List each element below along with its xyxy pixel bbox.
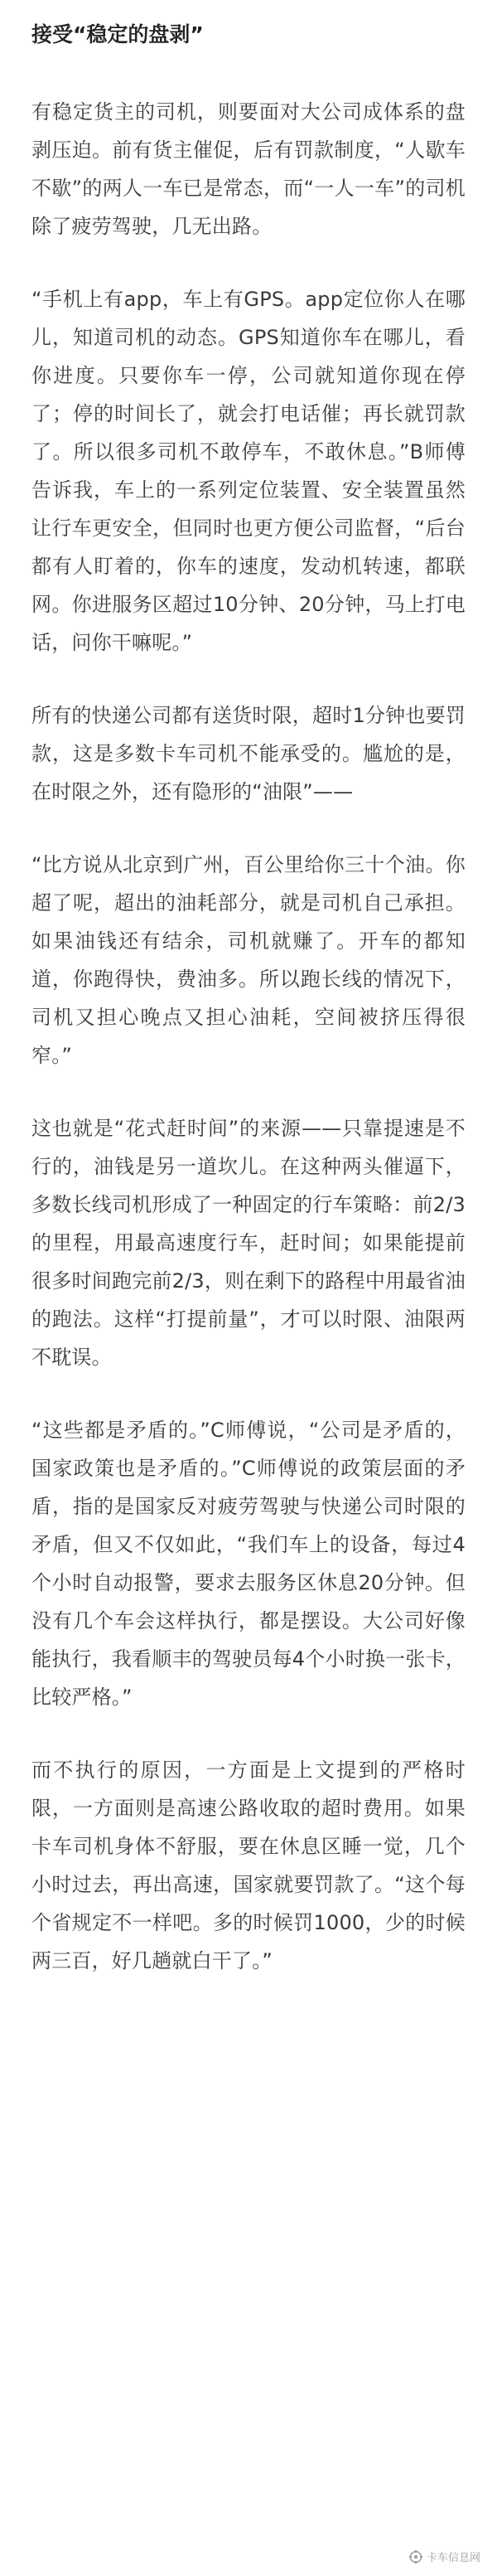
spacer	[31, 1376, 466, 1411]
article-paragraph-4: “比方说从北京到广州，百公里给你三十个油。你超了呢，超出的油耗部分，就是司机自己承担。如果油钱还有结余，司机就赚了。开车的都知道，你跑得快，费油多。所以跑长线的情况下，司机又担心晚点又担心油耗，空间被挤压得很窄。”	[31, 853, 466, 1067]
article-paragraph-2: “手机上有app，车上有GPS。app定位你人在哪儿，知道司机的动态。GPS知道你车在哪儿，看你进度。只要你车一停，公司就知道你现在停了；停的时间长了，就会打电话催；再长就罚款了。所以很多司机不敢停车，不敢休息。”B师傅告诉我，车上的一系列定位装置、安全装置虽然让行车更安全，但同时也更方便公司监督，“后台都有人盯着的，你车的速度，发动机转速，都联网。你进服务区超过10分钟、20分钟，马上打电话，问你干嘛呢。”	[31, 288, 466, 654]
article-title: 接受“稳定的盘剥”	[31, 22, 204, 46]
article	[31, 0, 466, 1980]
article-paragraph-3: 所有的快递公司都有送货时限，超时1分钟也要罚款，这是多数卡车司机不能承受的。尴尬的是，在时限之外，还有隐形的“油限”——	[31, 704, 466, 803]
spacer	[31, 245, 466, 280]
spacer	[31, 662, 466, 696]
spacer	[31, 1075, 466, 1109]
watermark-text: 卡车信息网	[426, 2552, 480, 2564]
article-paragraph-6: “这些都是矛盾的。”C师傅说，“公司是矛盾的，国家政策也是矛盾的。”C师傅说的政策层面的矛盾，指的是国家反对疲劳驾驶与快递公司时限的矛盾，但又不仅如此，“我们车上的设备，每过4个小时自动报警，要求去服务区休息20分钟。但没有几个车会这样执行，都是摆设。大公司好像能执行，我看顺丰的驾驶员每4个小时换一张卡，比较严格。”	[31, 1419, 466, 1709]
spacer	[31, 1716, 466, 1751]
article-paragraph-5: 这也就是“花式赶时间”的来源——只靠提速是不行的，油钱是另一道坎儿。在这种两头催逼下，多数长线司机形成了一种固定的行车策略：前2/3的里程，用最高速度行车，赶时间；如果能提前很多时间跑完前2/3，则在剩下的路程中用最省油的跑法。这样“打提前量”，才可以时限、油限两不耽误。	[31, 1117, 466, 1369]
spacer	[31, 51, 466, 93]
article-paragraph-7: 而不执行的原因，一方面是上文提到的严格时限，一方面则是高速公路收取的超时费用。如果卡车司机身体不舒服，要在休息区睡一觉，几个小时过去，再出高速，国家就要罚款了。“这个每个省规定不一样吧。多的时候罚1000，少的时候两三百，好几趟就白干了。”	[31, 1759, 466, 1972]
spacer	[31, 811, 466, 846]
gear-logo-icon	[409, 2550, 422, 2564]
article-paragraph-1: 有稳定货主的司机，则要面对大公司成体系的盘剥压迫。前有货主催促，后有罚款制度，“人歇车不歇”的两人一车已是常态，而“一人一车”的司机除了疲劳驾驶，几无出路。	[31, 100, 466, 238]
watermark	[409, 2549, 480, 2564]
